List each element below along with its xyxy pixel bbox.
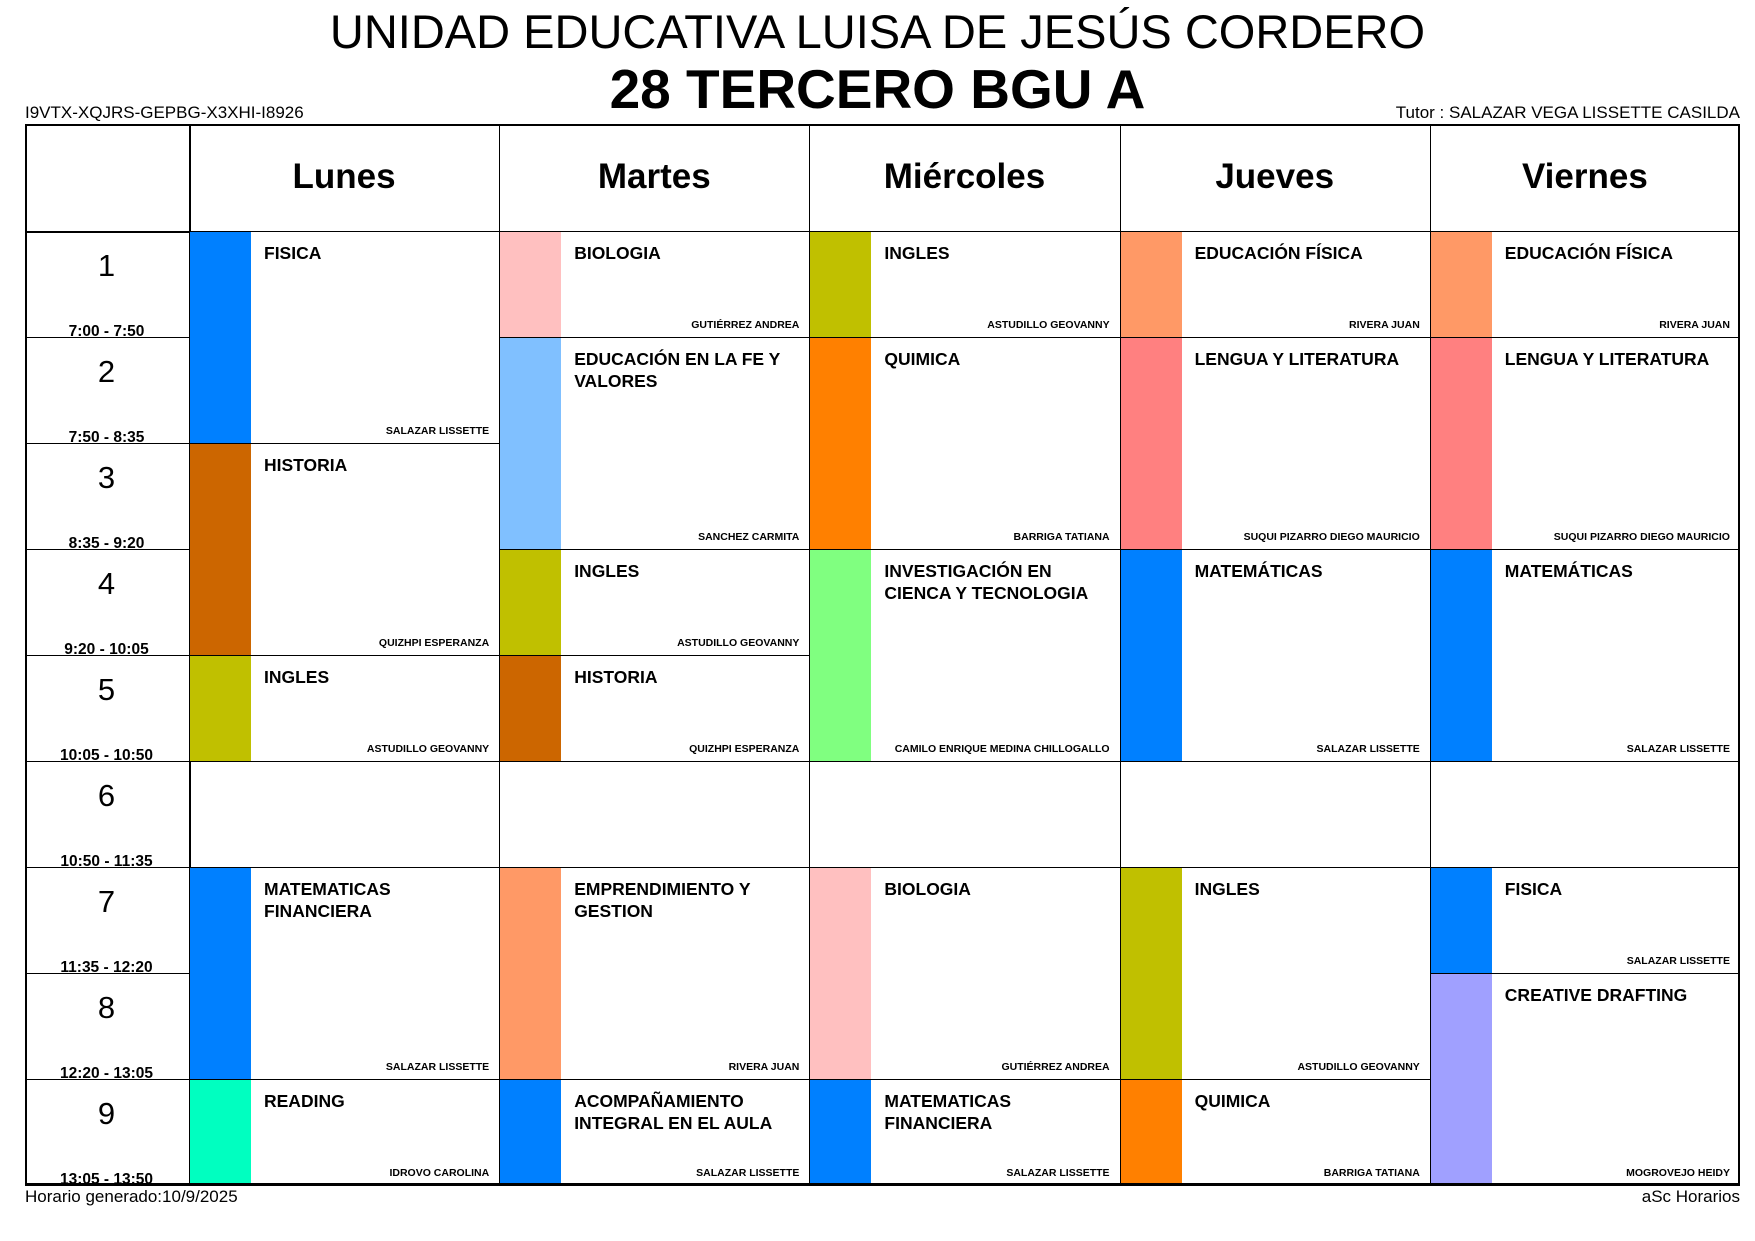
period-time: 7:50 - 8:35 — [68, 429, 145, 446]
period-number-text: 8 — [97, 990, 116, 1025]
subject-name: ACOMPAÑAMIENTO INTEGRAL EN EL AULA — [574, 1091, 773, 1133]
teacher-name: ASTUDILLO GEOVANNY — [1297, 1061, 1420, 1073]
teacher-name: MOGROVEJO HEIDY — [1626, 1167, 1730, 1179]
timetable-frame — [25, 124, 1740, 1185]
day-header: Jueves — [1215, 157, 1335, 196]
teacher-name: SALAZAR LISSETTE — [385, 425, 490, 437]
subject-name: FISICA — [264, 243, 322, 263]
period-time: 8:35 - 9:20 — [68, 535, 145, 552]
period-time: 7:00 - 7:50 — [68, 323, 145, 340]
period-number-text: 7 — [97, 884, 116, 919]
period-number-text: 9 — [97, 1096, 116, 1131]
subject-name: INGLES — [264, 667, 330, 687]
subject-name: HISTORIA — [574, 667, 658, 687]
teacher-name: IDROVO CAROLINA — [389, 1167, 490, 1179]
subject-name: EDUCACIÓN FÍSICA — [1504, 243, 1673, 263]
teacher-name: ASTUDILLO GEOVANNY — [987, 319, 1110, 331]
subject-name: EDUCACIÓN FÍSICA — [1194, 243, 1363, 263]
teacher-name: GUTIÉRREZ ANDREA — [691, 319, 800, 331]
subject-name: LENGUA Y LITERATURA — [1504, 349, 1710, 369]
teacher-name: ASTUDILLO GEOVANNY — [366, 743, 490, 755]
subject-name: INGLES — [574, 561, 640, 581]
teacher-name: GUTIÉRREZ ANDREA — [1001, 1061, 1110, 1073]
period-time: 13:05 - 13:50 — [59, 1171, 154, 1188]
subject-name: INGLES — [884, 243, 950, 263]
period-time: 10:05 - 10:50 — [59, 747, 154, 764]
period-time: 9:20 - 10:05 — [64, 641, 149, 658]
teacher-name: SALAZAR LISSETTE — [385, 1061, 490, 1073]
subject-name: EDUCACIÓN EN LA FE Y VALORES — [574, 349, 781, 391]
subject-name: READING — [264, 1091, 345, 1111]
day-header: Viernes — [1521, 157, 1648, 196]
subject-name: BIOLOGIA — [574, 243, 661, 263]
teacher-name: SALAZAR LISSETTE — [1006, 1167, 1110, 1179]
teacher-name: SUQUI PIZARRO DIEGO MAURICIO — [1553, 531, 1730, 543]
period-number-text: 3 — [97, 460, 116, 495]
subject-name: INVESTIGACIÓN EN CIENCA Y TECNOLOGIA — [884, 561, 1089, 603]
period-time: 10:50 - 11:35 — [60, 853, 153, 870]
teacher-name: QUIZHPI ESPERANZA — [689, 743, 800, 755]
period-number-text: 5 — [97, 672, 116, 707]
period-number-text: 4 — [97, 566, 116, 601]
teacher-name: BARRIGA TATIANA — [1013, 531, 1110, 543]
teacher-name: SANCHEZ CARMITA — [698, 531, 800, 543]
day-header: Lunes — [292, 157, 396, 196]
teacher-name: SUQUI PIZARRO DIEGO MAURICIO — [1243, 531, 1420, 543]
teacher-name: QUIZHPI ESPERANZA — [378, 637, 490, 649]
day-header: Miércoles — [883, 157, 1046, 196]
subject-name: CREATIVE DRAFTING — [1504, 985, 1688, 1005]
generated-date: Horario generado:10/9/2025 — [25, 1187, 238, 1206]
subject-name: QUIMICA — [884, 349, 961, 369]
subject-name: LENGUA Y LITERATURA — [1194, 349, 1400, 369]
subject-name: MATEMÁTICAS — [1194, 561, 1323, 581]
subject-name: MATEMATICAS FINANCIERA — [264, 879, 391, 921]
teacher-name: SALAZAR LISSETTE — [696, 1167, 800, 1179]
school-name: UNIDAD EDUCATIVA LUISA DE JESÚS CORDERO — [329, 5, 1426, 58]
teacher-name: CAMILO ENRIQUE MEDINA CHILLOGALLO — [894, 743, 1110, 755]
period-number-text: 2 — [97, 354, 116, 389]
subject-name: HISTORIA — [264, 455, 348, 475]
subject-name: MATEMATICAS FINANCIERA — [884, 1091, 1012, 1133]
period-number-text: 1 — [97, 248, 116, 283]
subject-name: MATEMÁTICAS — [1504, 561, 1633, 581]
teacher-name: SALAZAR LISSETTE — [1626, 743, 1730, 755]
teacher-name: RIVERA JUAN — [1348, 319, 1420, 331]
row-divider — [25, 1185, 1740, 1186]
tutor-name: Tutor : SALAZAR VEGA LISSETTE CASILDA — [1395, 103, 1740, 122]
class-name: 28 TERCERO BGU A — [609, 58, 1146, 120]
timetable-code: I9VTX-XQJRS-GEPBG-X3XHI-I8926 — [25, 103, 304, 122]
subject-name: EMPRENDIMIENTO Y GESTION — [574, 879, 751, 921]
brand-label: aSc Horarios — [1641, 1187, 1740, 1206]
day-header: Martes — [597, 157, 711, 196]
subject-name: BIOLOGIA — [884, 879, 971, 899]
teacher-name: BARRIGA TATIANA — [1323, 1167, 1420, 1179]
teacher-name: RIVERA JUAN — [1659, 319, 1730, 331]
period-number-text: 6 — [97, 778, 116, 813]
subject-name: INGLES — [1194, 879, 1260, 899]
teacher-name: RIVERA JUAN — [728, 1061, 800, 1073]
teacher-name: SALAZAR LISSETTE — [1626, 955, 1730, 967]
teacher-name: ASTUDILLO GEOVANNY — [677, 637, 800, 649]
subject-name: FISICA — [1504, 879, 1563, 899]
subject-name: QUIMICA — [1194, 1091, 1271, 1111]
teacher-name: SALAZAR LISSETTE — [1316, 743, 1420, 755]
period-time: 12:20 - 13:05 — [59, 1065, 154, 1082]
period-time: 11:35 - 12:20 — [60, 959, 153, 976]
